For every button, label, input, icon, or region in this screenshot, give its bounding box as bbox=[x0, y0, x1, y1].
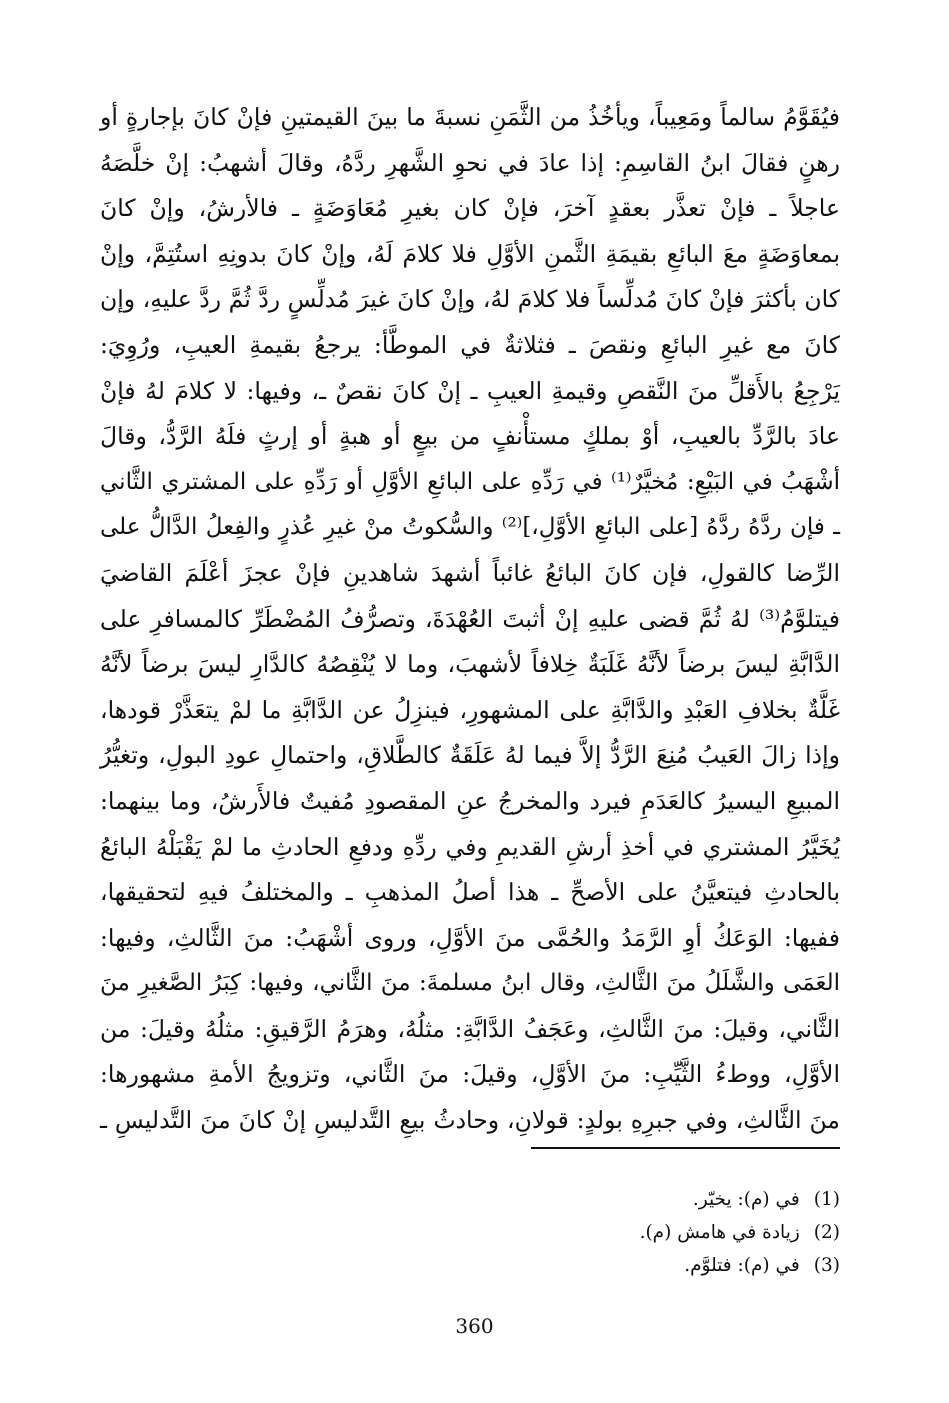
text-line: الأوَّلِ، ووطءُ الثَّيِّبِ: منَ الأوَّلِ، وقيلَ: منَ الثَّاني، وتزويجُ الأمةِ مشهورها: bbox=[100, 1060, 840, 1089]
main-text bbox=[100, 95, 840, 1144]
footnote-number: (1) bbox=[813, 1189, 840, 1210]
text-line: عاجلاً ـ فإنْ تعذَّر بعقدٍ آخرَ، فإنْ كان بغيرِ مُعَاوَضَةٍ ـ فالأرشُ، وإنْ كانَ bbox=[100, 194, 840, 223]
text-line: منَ الثَّالثِ، وفي جبرِهِ بولدٍ: قولانِ، وحادثُ بيعِ التَّدليسِ إنْ كانَ منَ التَّدليسِ ـ bbox=[100, 1106, 840, 1135]
text-line: المبيعِ اليسيرُ كالعَدَمِ فيرد والمخرجُ عنِ المقصودِ مُفيتٌ فالأَرشُ، وما بينهما: bbox=[100, 786, 840, 815]
footnotes bbox=[480, 1183, 840, 1282]
text-line: ففيها: الوَعَكُ أوِ الرَّمَدُ والحُمَّى منَ الأوَّلِ، وروى أشْهَبُ: منَ الثَّالثِ، وفيها: bbox=[100, 923, 840, 952]
page-number: 360 bbox=[455, 1314, 494, 1338]
footnote-text: في (م): فتلوَّم. bbox=[684, 1255, 800, 1276]
text-line: يُخَيَّرُ المشتري في أخذِ أرشِ القديمِ وفي ردِّهِ ودفعِ الحادثِ ما لمْ يَقْبَلْهُ البائعُ bbox=[100, 832, 840, 861]
text-line: وإذا زالَ العَيبُ مُنِعَ الرَّدُّ إلاَّ فيما لهُ عَلَقَةٌ كالطَّلاقِ، واحتمالِ عودِ البولِ، وتغيُّرُ bbox=[100, 741, 840, 770]
footnote bbox=[480, 1183, 840, 1216]
footnote bbox=[480, 1216, 840, 1249]
text-line: الثَّاني، وقيلَ: منَ الثَّالثِ، وعَجَفُ الدَّابَّةِ: مثلُهُ، وهرَمُ الرَّقيقِ: مثلُهُ وقيلَ: من bbox=[100, 1014, 840, 1043]
text-line: يَرْجِعُ بالأَقلِّ منَ النَّقصِ وقيمةِ العيبِ ـ إنْ كانَ نقصٌ ـ، وفيها: لا كلامَ لهُ فإنْ bbox=[100, 376, 840, 405]
footnote-number: (2) bbox=[813, 1222, 840, 1243]
text-line: أشْهَبُ في البَيْعِ: مُخيَّرٌ⁽¹⁾ في رَدِّهِ على البائعِ الأوَّلِ أو رَدِّهِ على المشتري الثَّاني bbox=[100, 468, 840, 495]
text-line: كان بأكثرَ فإنْ كانَ مُدلِّساً فلا كلامَ لهُ، وإنْ كانَ غيرَ مُدلِّسٍ ردَّ ثُمَّ ردَّ عليهِ، وإن bbox=[100, 285, 840, 314]
footnote-separator bbox=[531, 1147, 840, 1149]
footnote bbox=[480, 1249, 840, 1282]
footnote-number: (3) bbox=[813, 1255, 840, 1276]
text-line: فيتلوَّمُ⁽³⁾ لهُ ثُمَّ قضى عليهِ إنْ أثبتَ العُهْدَةَ، وتصرُّفُ المُضْطَرِّ كالمسافرِ على bbox=[100, 604, 840, 633]
text-line: كانَ مع غيرِ البائعِ ونقصَ ـ فثلاثةٌ في الموطَّأ: يرجعُ بقيمةِ العيبِ، ورُوِيَ: bbox=[100, 330, 840, 359]
text-line: غَلَّةٌ بخلافِ العَبْدِ والدَّابَّةِ على المشهورِ، فينزِلُ عن الدَّابَّةِ ما لمْ يتعَذَّرْ قودها، bbox=[100, 695, 840, 724]
text-line: الدَّابَّةِ ليسَ برضاً لأنَّهُ غَلَبَةٌ خِلافاً لأشهبَ، وما لا يُنْقِصُهُ كالدَّارِ ليسَ برضاً لأنَّهُ bbox=[100, 650, 840, 679]
text-line: العَمَى والشَّلَلُ منَ الثَّالثِ، وقال ابنُ مسلمةَ: منَ الثَّاني، وفيها: كِبَرُ الصَّغيرِ منَ bbox=[100, 970, 840, 997]
text-line: بالحادثِ فيتعيَّنُ على الأصحِّ ـ هذا أصلُ المذهبِ ـ والمختلفُ فيهِ لتحقيقها، bbox=[100, 878, 840, 907]
text-line: فيُقَوَّمُ سالماً ومَعِيباً، ويأخُذُ من الثَّمَنِ نسبةَ ما بينَ القيمتينِ فإنْ كانَ بإجارةٍ أو bbox=[100, 103, 840, 131]
text-line: رهنٍ فقالَ ابنُ القاسِمِ: إذا عادَ في نحوِ الشَّهرِ ردَّهُ، وقالَ أشهبُ: إنْ خلَّصَهُ bbox=[100, 148, 840, 177]
text-line: ـ فإن ردَّهُ ردَّهُ [على البائعِ الأوَّلِ،]⁽²⁾ والسُّكوتُ منْ غيرِ عُذرٍ والفِعلُ الدَّالُّ على bbox=[100, 514, 840, 541]
text-line: عادَ بالرَّدِّ بالعيبِ، أوْ بملكٍ مستأْنفٍ من بيعٍ أو هبةٍ أو إرثٍ فلَهُ الرَّدُّ، وقالَ bbox=[100, 422, 840, 451]
footnote-text: في (م): يخيّر. bbox=[692, 1189, 800, 1210]
text-line: الرِّضا كالقولِ، فإن كانَ البائعُ غائباً أشهدَ شاهدينِ فإنْ عجزَ أعْلَمَ القاضيَ bbox=[100, 558, 840, 587]
footnote-text: زيادة في هامش (م). bbox=[639, 1222, 800, 1243]
text-line: بمعاوَضَةٍ معَ البائعِ بقيمَةِ الثَّمنِ الأوَّلِ فلا كلامَ لَهُ، وإنْ كانَ بدونِهِ استُتِمَّ، وإنْ bbox=[100, 239, 840, 268]
